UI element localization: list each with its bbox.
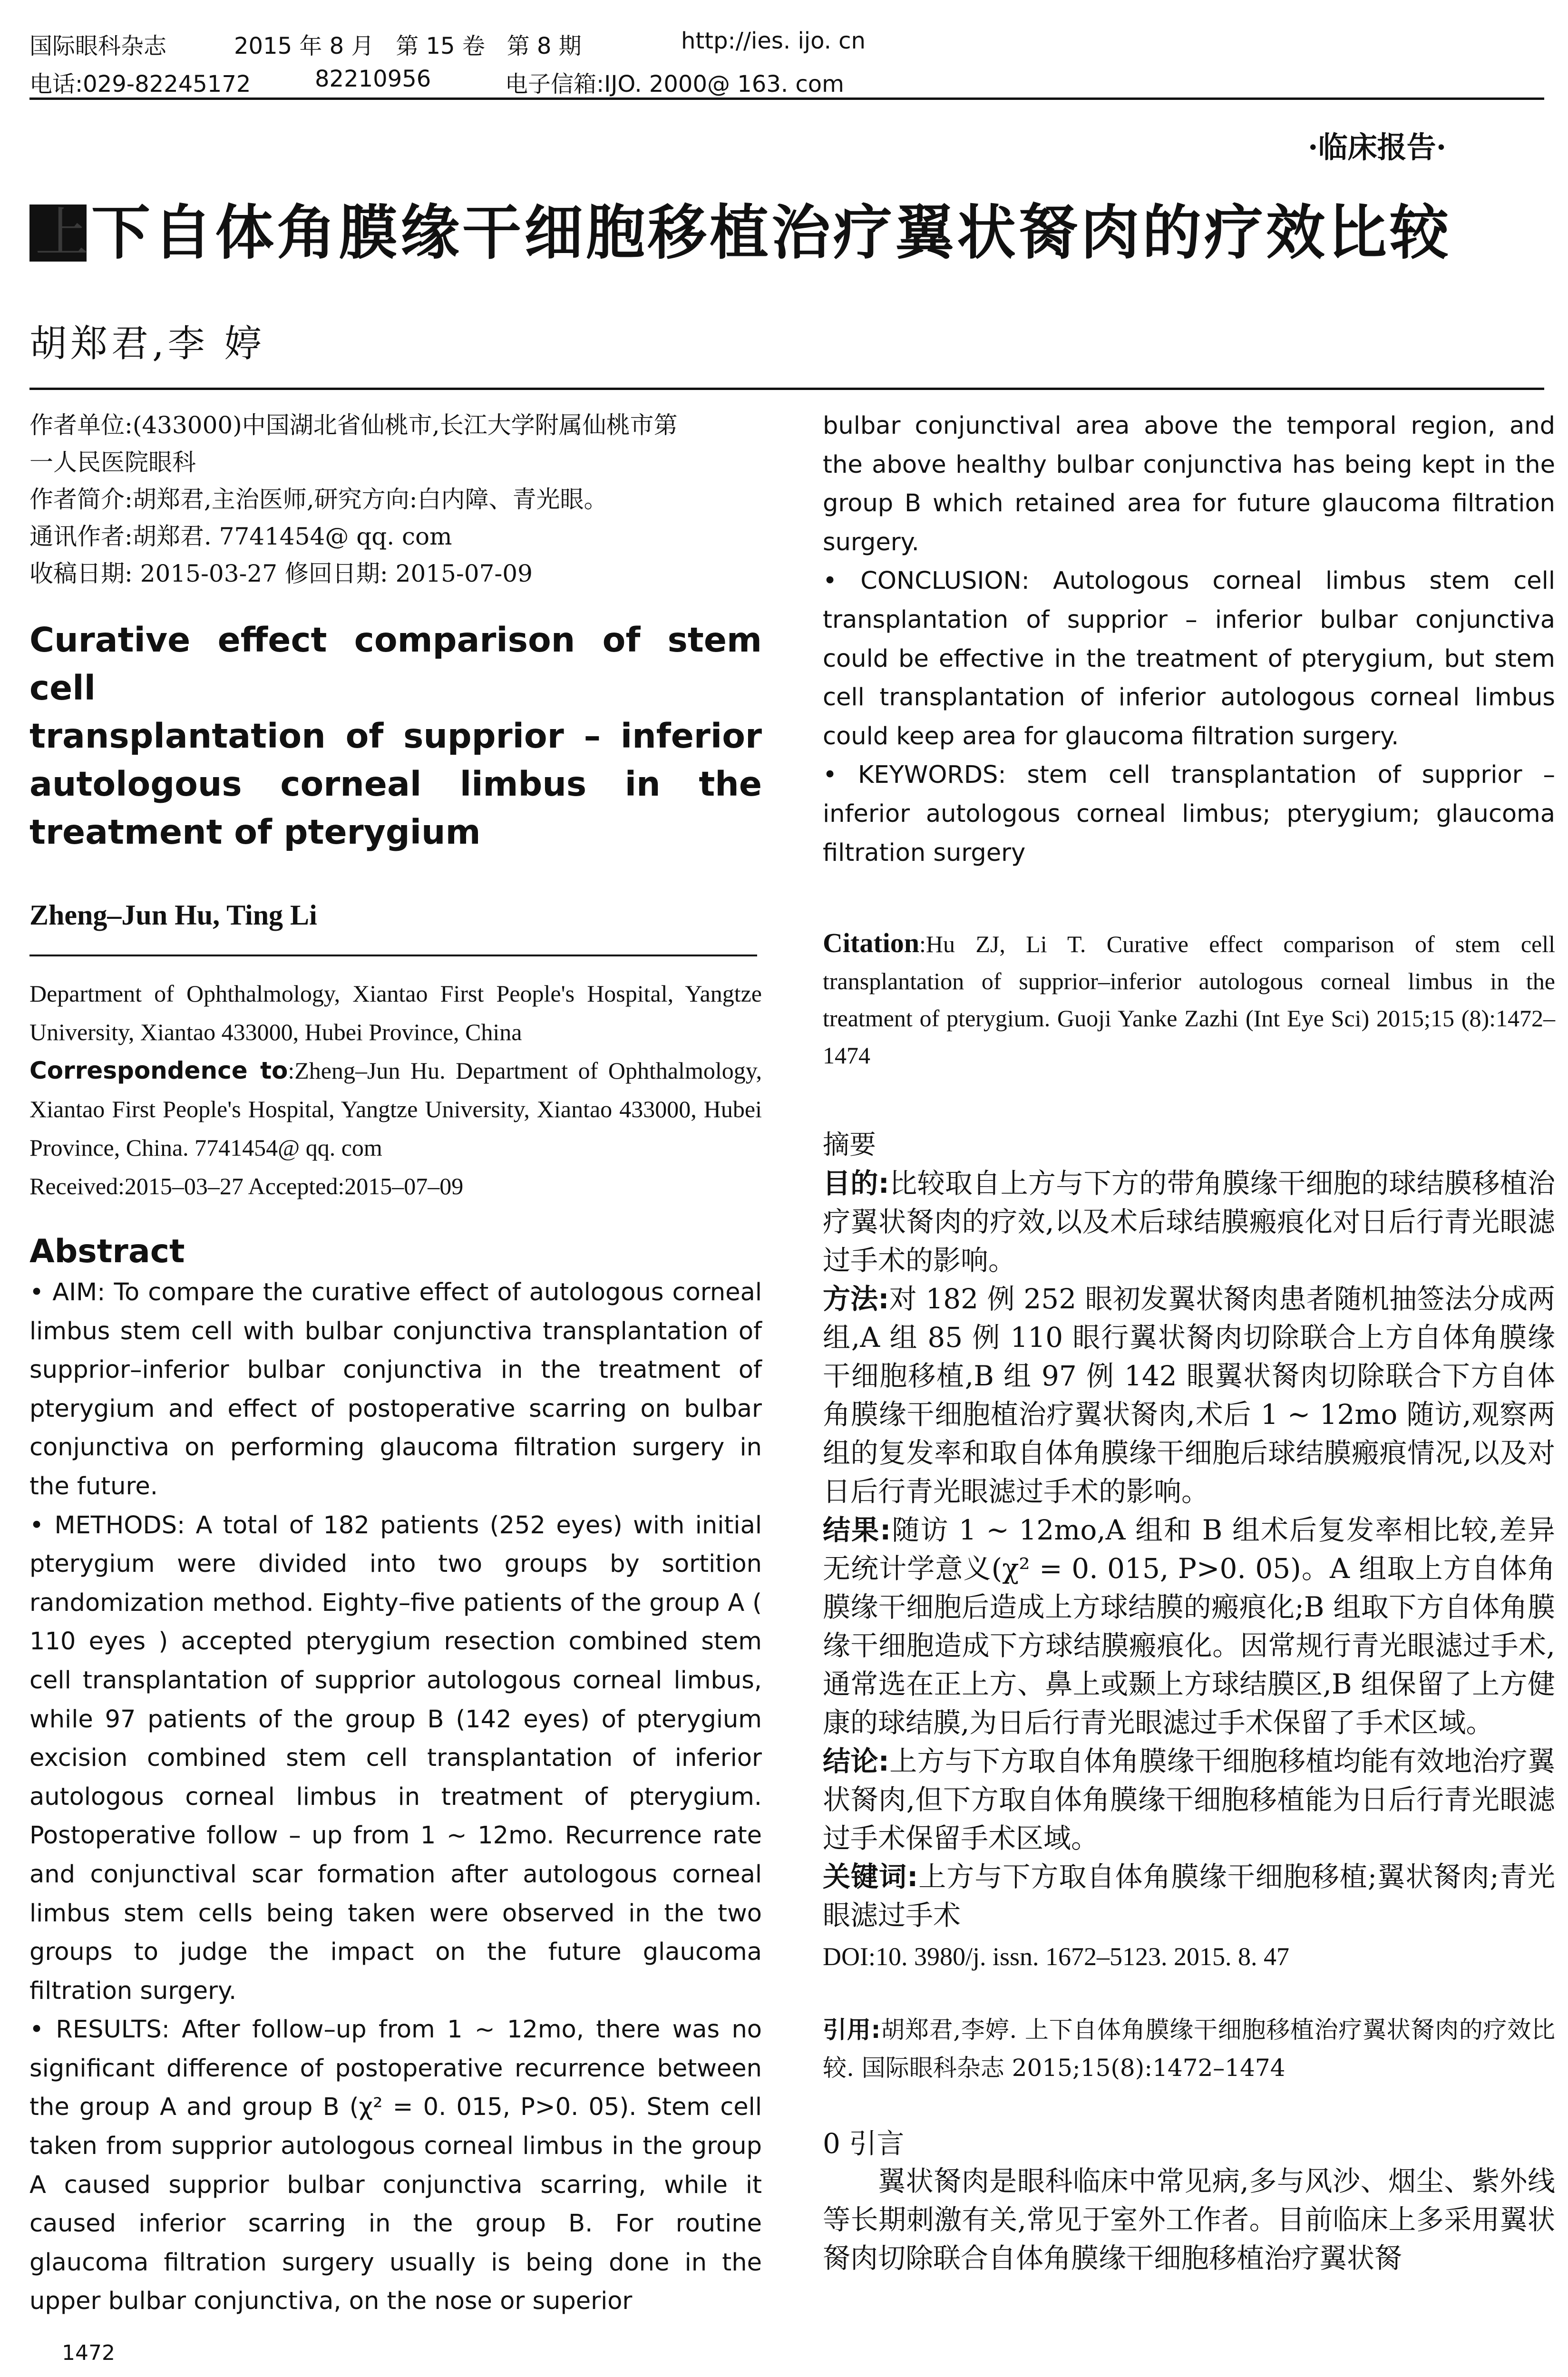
cn-methods-label: 方法: xyxy=(823,1283,889,1315)
cn-aim xyxy=(823,1164,1555,1280)
cn-methods xyxy=(823,1280,1555,1511)
correspondence: :Zheng–Jun Hu. Department of Ophthalmology, Xiantao First People's Hospital, Yangtze University, Xiantao 433000, Hubei Province, China. 7741454@ qq. com xyxy=(29,1057,762,1161)
abstract-aim: • AIM: To compare the curative effect of autologous corneal limbus stem cell with bulbar conjunctiva transplantation of supprior–inferior bulbar conjunctiva in the treatment of pterygium and effect of postoperative scarring on bulbar conjunctiva on performing glaucoma filtration surgery in the future. xyxy=(29,1278,762,1500)
abstract-results-continued: bulbar conjunctival area above the temporal region, and the above healthy bulbar conjunctiva has being kept in the group B which retained area for future glaucoma filtration surgery. xyxy=(823,412,1555,556)
email[interactable]: 电子信箱:IJO. 2000@ 163. com xyxy=(505,71,844,97)
journal-contact xyxy=(29,66,844,98)
cn-conclusion-label: 结论: xyxy=(823,1745,889,1778)
citation-cn-label: 引用: xyxy=(823,2016,881,2044)
doi[interactable]: DOI:10. 3980/j. issn. 1672–5123. 2015. 8. 47 xyxy=(823,1942,1290,1971)
abstract-keywords: • KEYWORDS: stem cell transplantation of supprior – inferior autologous corneal limbus; pterygium; glaucoma filtration surgery xyxy=(823,761,1555,867)
left-column xyxy=(29,407,762,2321)
cn-keywords-text: 上方与下方取自体角膜缘干细胞移植;翼状胬肉;青光眼滤过手术 xyxy=(823,1861,1555,1932)
section-label: ·临床报告· xyxy=(1308,130,1447,165)
author-bio: 作者简介:胡郑君,主治医师,研究方向:白内障、青光眼。 xyxy=(29,486,608,513)
cn-results-label: 结果: xyxy=(823,1514,891,1547)
journal-name: 国际眼科杂志 xyxy=(29,33,167,59)
received-dates: Received:2015–03–27 Accepted:2015–07–09 xyxy=(29,1173,464,1199)
cn-abstract-heading: 摘要 xyxy=(823,1130,876,1161)
abstract-conclusion: • CONCLUSION: Autologous corneal limbus stem cell transplantation of supprior – inferior bulbar conjunctiva could be effective in the treatment of pterygium, but stem cell transplantation of inferior autologous corneal limbus could keep area for glaucoma filtration surgery. xyxy=(823,567,1555,750)
cn-aim-text: 比较取自上方与下方的带角膜缘干细胞的球结膜移植治疗翼状胬肉的疗效,以及术后球结膜瘢痕化对日后行青光眼滤过手术的影响。 xyxy=(823,1167,1555,1277)
title-text: 下自体角膜缘干细胞移植治疗翼状胬肉的疗效比较 xyxy=(91,198,1452,267)
english-title xyxy=(29,616,762,856)
cn-keywords xyxy=(823,1858,1555,1935)
citation-cn xyxy=(823,2011,1555,2087)
cn-conclusion-text: 上方与下方取自体角膜缘干细胞移植均能有效地治疗翼状胬肉,但下方取自体角膜缘干细胞移植能为日后行青光眼滤过手术保留手术区域。 xyxy=(823,1745,1555,1855)
author-unit-1: 作者单位:(433000)中国湖北省仙桃市,长江大学附属仙桃市第 xyxy=(29,411,678,439)
author-unit-2: 一人民医院眼科 xyxy=(29,448,196,476)
title-divider xyxy=(29,388,1544,390)
phone-2: 82210956 xyxy=(315,66,431,92)
title-initial-box xyxy=(29,202,88,264)
citation-label: Citation xyxy=(823,927,919,959)
abstract-results: • RESULTS: After follow–up from 1 ~ 12mo, there was no significant difference of postoperative recurrence between the group A and group B (χ² = 0. 015, P>0. 05). Stem cell taken from supprior autologous corneal limbus in the group A caused supprior bulbar conjunctiva scarring, while it caused inferior scarring in the group B. For routine glaucoma filtration surgery usually is being done in the upper bulbar conjunctiva, on the nose or superior xyxy=(29,2016,762,2316)
abstract-methods: • METHODS: A total of 182 patients (252 eyes) with initial pterygium were divided into two groups by sortition randomization method. Eighty–five patients of the group A ( 110 eyes ) accepted pterygium resection combined stem cell transplantation of supprior autologous corneal limbus, while 97 patients of the group B (142 eyes) of pterygium excision combined stem cell transplantation of inferior autologous corneal limbus in treatment of pterygium. Postoperative follow – up from 1 ~ 12mo. Recurrence rate and conjunctival scar formation after autologous corneal limbus stem cells being taken were observed in the two groups to judge the impact on the future glaucoma filtration surgery. xyxy=(29,1511,762,2005)
article-title xyxy=(29,200,1451,266)
abstract-heading: Abstract xyxy=(29,1233,185,1270)
journal-header xyxy=(29,28,866,60)
citation xyxy=(823,925,1555,1074)
cn-results xyxy=(823,1511,1555,1742)
corresponding-author: 通讯作者:胡郑君. 7741454@ qq. com xyxy=(29,523,452,550)
issue-info: 2015 年 8 月 第 15 卷 第 8 期 xyxy=(234,33,582,59)
page-number: 1472 xyxy=(62,2341,115,2365)
authors-english: Zheng–Jun Hu, Ting Li xyxy=(29,899,317,931)
en-title-line-2: transplantation of supprior – inferior xyxy=(29,716,762,756)
journal-url[interactable]: http://ies. ijo. cn xyxy=(681,28,866,54)
header-divider xyxy=(29,97,1544,100)
right-column xyxy=(823,407,1555,2278)
cn-methods-text: 对 182 例 252 眼初发翼状胬肉患者随机抽签法分成两组,A 组 85 例 110 眼行翼状胬肉切除联合上方自体角膜缘干细胞移植,B 组 97 例 142 眼翼状胬肉切除联合下方自体角膜缘干细胞植治疗翼状胬肉,术后 1 ~ 12mo 随访,观察两组的复发率和取自体角膜缘干细胞后球结膜瘢痕情况,以及对日后行青光眼滤过手术的影响。 xyxy=(823,1283,1556,1508)
en-title-line-4: treatment of pterygium xyxy=(29,812,481,852)
affiliation-block xyxy=(29,974,762,1206)
correspondence-label: Correspondence to xyxy=(29,1057,288,1084)
en-title-line-1: Curative effect comparison of stem cell xyxy=(29,620,762,708)
cn-aim-label: 目的: xyxy=(823,1167,889,1200)
cn-results-text: 随访 1 ~ 12mo,A 组和 B 组术后复发率相比较,差异无统计学意义(χ² = 0. 015, P>0. 05)。A 组取上方自体角膜缘干细胞后造成上方球结膜的瘢痕化;B 组取下方自体角膜缘干细胞造成下方球结膜瘢痕化。因常规行青光眼滤过手术,通常选在正上方、鼻上或颞上方球结膜区,B 组保留了上方健康的球结膜,为日后行青光眼滤过手术保留了手术区域。 xyxy=(823,1514,1555,1739)
intro-heading: 0 引言 xyxy=(823,2127,905,2160)
authors-chinese: 胡郑君,李 婷 xyxy=(29,322,265,365)
citation-text: :Hu ZJ, Li T. Curative effect comparison of stem cell transplantation of supprior–inferior autologous corneal limbus in the treatment of pterygium. Guoji Yanke Zazhi (Int Eye Sci) 2015;15 (8):1472–1474 xyxy=(823,931,1555,1069)
author-divider xyxy=(29,955,757,956)
dates-cn: 收稿日期: 2015-03-27 修回日期: 2015-07-09 xyxy=(29,560,533,587)
title-initial: 上 xyxy=(35,202,88,264)
en-title-line-3: autologous corneal limbus in the xyxy=(29,764,762,804)
phone: 电话:029-82245172 xyxy=(29,71,251,97)
cn-keywords-label: 关键词: xyxy=(823,1861,918,1893)
intro-paragraph: 翼状胬肉是眼科临床中常见病,多与风沙、烟尘、紫外线等长期刺激有关,常见于室外工作者。目前临床上多采用翼状胬肉切除联合自体角膜缘干细胞移植治疗翼状胬 xyxy=(823,2165,1555,2275)
cn-conclusion xyxy=(823,1742,1555,1858)
affiliation: Department of Ophthalmology, Xiantao First People's Hospital, Yangtze University, Xiantao 433000, Hubei Province, China xyxy=(29,980,762,1045)
citation-cn-text: 胡郑君,李婷. 上下自体角膜缘干细胞移植治疗翼状胬肉的疗效比较. 国际眼科杂志 2015;15(8):1472–1474 xyxy=(823,2016,1555,2082)
